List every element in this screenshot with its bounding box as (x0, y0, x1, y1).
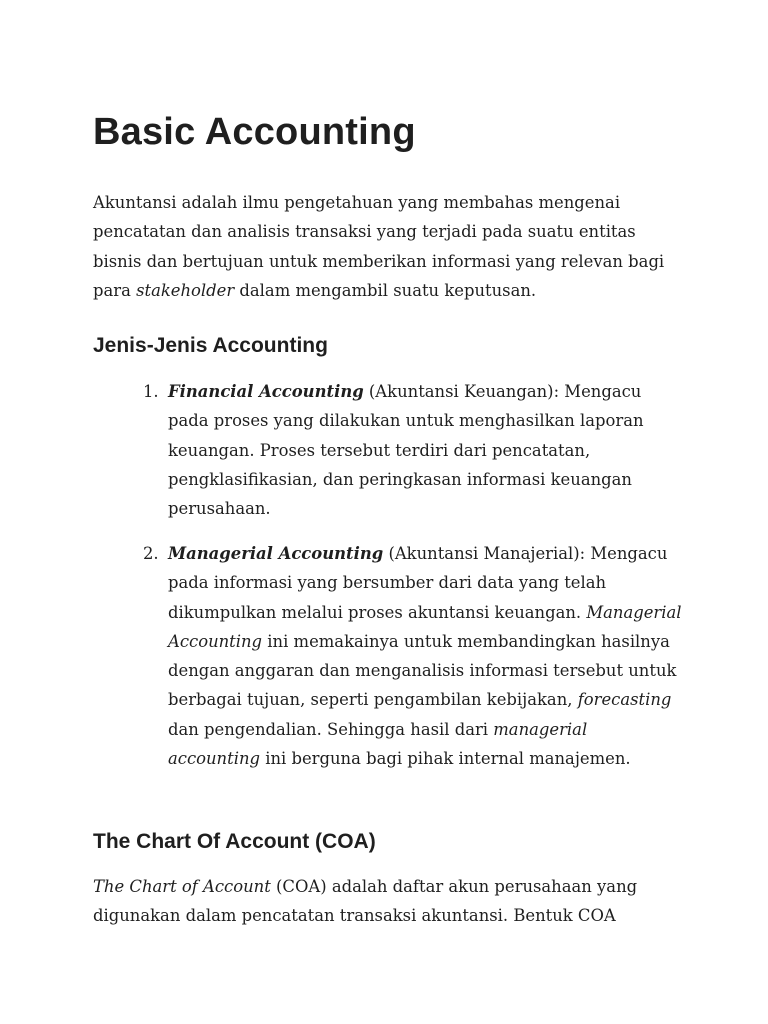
list-item-text-2: ini memakainya untuk membandingkan hasilnya dengan anggaran dan menganalisis informasi tersebut untuk berbagai tujuan, seperti pengambilan kebijakan, (168, 631, 677, 710)
coa-text: (COA) adalah daftar akun perusahaan yang digunakan dalam pencatatan transaksi akuntansi. Bentuk COA (93, 877, 638, 926)
jenis-list-1 (143, 377, 683, 523)
list-item-emphasis-3: managerial accounting (168, 719, 588, 769)
list-item-text: (Akuntansi Keuangan): Mengacu pada proses yang dilakukan untuk menghasilkan laporan keuangan. Proses tersebut terdiri dari pencatatan, pengklasifikasian, dan peringkasan informasi keuangan perusahaan. (168, 382, 644, 519)
intro-paragraph (93, 188, 683, 305)
list-item-emphasis-2: forecasting (577, 690, 672, 710)
intro-text-2: dalam mengambil suatu keputusan. (234, 280, 537, 300)
list-item-text-4: ini berguna bagi pihak internal manajemen. (260, 749, 631, 769)
coa-emphasis: The Chart of Account (93, 877, 271, 896)
list-item-number: 1. (143, 382, 159, 401)
section-heading-jenis: Jenis-Jenis Accounting (93, 334, 328, 357)
page-title: Basic Accounting (93, 111, 416, 153)
list-item-term: Managerial Accounting (168, 544, 384, 563)
list-item (143, 539, 683, 773)
jenis-list-2 (143, 539, 683, 773)
list-item (143, 377, 683, 523)
list-item-text-3: dan pengendalian. Sehingga hasil dari (168, 719, 494, 739)
intro-text-1: Akuntansi adalah ilmu pengetahuan yang membahas mengenai pencatatan dan analisis transaksi yang terjadi pada suatu entitas bisnis dan bertujuan untuk memberikan informasi yang relevan bagi para (93, 193, 665, 300)
intro-emphasis-stakeholder: stakeholder (136, 280, 235, 300)
coa-paragraph (93, 872, 683, 931)
list-item-term: Financial Accounting (168, 382, 364, 401)
list-item-number: 2. (143, 544, 159, 563)
list-item-text-1: (Akuntansi Manajerial): Mengacu pada informasi yang bersumber dari data yang telah dikumpulkan melalui proses akuntansi keuangan. (168, 544, 668, 622)
list-item-emphasis-1: Managerial Accounting (168, 602, 682, 651)
section-heading-coa: The Chart Of Account (COA) (93, 830, 376, 853)
